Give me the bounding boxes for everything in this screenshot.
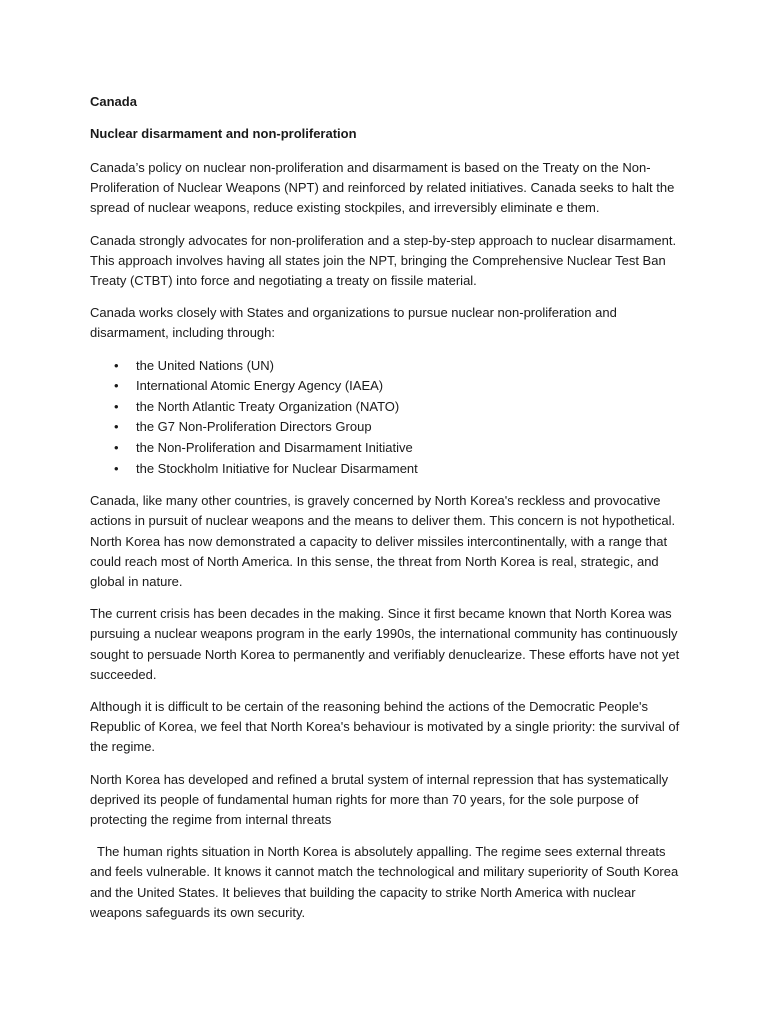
paragraph-human-rights: The human rights situation in North Korea is absolutely appalling. The regime sees external threats and feels vulnerable. It knows it cannot match the technological and military superiority of South Korea and the United States. It believes that building the capacity to strike North America with nuclear weapons safeguards its own security. [90,844,679,920]
section-heading: Nuclear disarmament and non-proliferation [90,126,357,141]
paragraph-works-closely: Canada works closely with States and organizations to pursue nuclear non-proliferation and disarmament, including through: [90,305,617,341]
document-page [90,94,680,935]
list-item-text: International Atomic Energy Agency (IAEA) [136,378,384,394]
list-item-text: the United Nations (UN) [136,357,274,373]
list-item [90,417,680,438]
paragraph-north-korea-concern: Canada, like many other countries, is gravely concerned by North Korea's reckless and provocative actions in pursuit of nuclear weapons and the means to deliver them. This concern is not hypothetical. North Korea has now demonstrated a capacity to deliver missiles intercontinentally, with a range that could reach most of North America. In this sense, the threat from North Korea is real, strategic, and global in nature. [90,493,676,589]
list-item-text: the North Atlantic Treaty Organization (NATO) [136,398,400,414]
organizations-list [90,356,680,480]
list-item [90,356,680,377]
paragraph-regime-survival: Although it is difficult to be certain of the reasoning behind the actions of the Democratic People's Republic of Korea, we feel that North Korea's behaviour is motivated by a single priority: the survival of the regime. [90,699,680,755]
bullet-icon: • [114,460,119,476]
bullet-icon: • [114,378,119,394]
list-item-text: the Stockholm Initiative for Nuclear Disarmament [136,460,418,476]
paragraph-step-by-step: Canada strongly advocates for non-proliferation and a step-by-step approach to nuclear disarmament. This approach involves having all states join the NPT, bringing the Comprehensive Nuclear Test Ban Treaty (CTBT) into force and negotiating a treaty on fissile material. [90,232,677,289]
bullet-icon: • [114,419,119,435]
paragraph-internal-repression: North Korea has developed and refined a brutal system of internal repression that has systematically deprived its people of fundamental human rights for more than 70 years, for the sole purpose of protecting the regime from internal threats [90,771,669,828]
list-item [90,376,680,397]
list-item [90,438,680,459]
document-title: Canada [90,94,137,109]
paragraph-current-crisis: The current crisis has been decades in the making. Since it first became known that North Korea was pursuing a nuclear weapons program in the early 1990s, the international community has continuously sought to persuade North Korea to permanently and verifiably denuclearize. These efforts have not yet succeeded. [90,606,680,682]
bullet-icon: • [114,398,119,414]
bullet-icon: • [114,440,119,455]
list-item [90,459,680,480]
list-item [90,397,680,418]
bullet-icon: • [114,357,119,373]
paragraph-npt-policy: Canada’s policy on nuclear non-proliferation and disarmament is based on the Treaty on the Non-Proliferation of Nuclear Weapons (NPT) and reinforced by related initiatives. Canada seeks to halt the spread of nuclear weapons, reduce existing stockpiles, and irreversibly eliminate e them. [90,160,675,216]
list-item-text: the G7 Non-Proliferation Directors Group [136,419,372,435]
list-item-text: the Non-Proliferation and Disarmament Initiative [136,440,413,455]
